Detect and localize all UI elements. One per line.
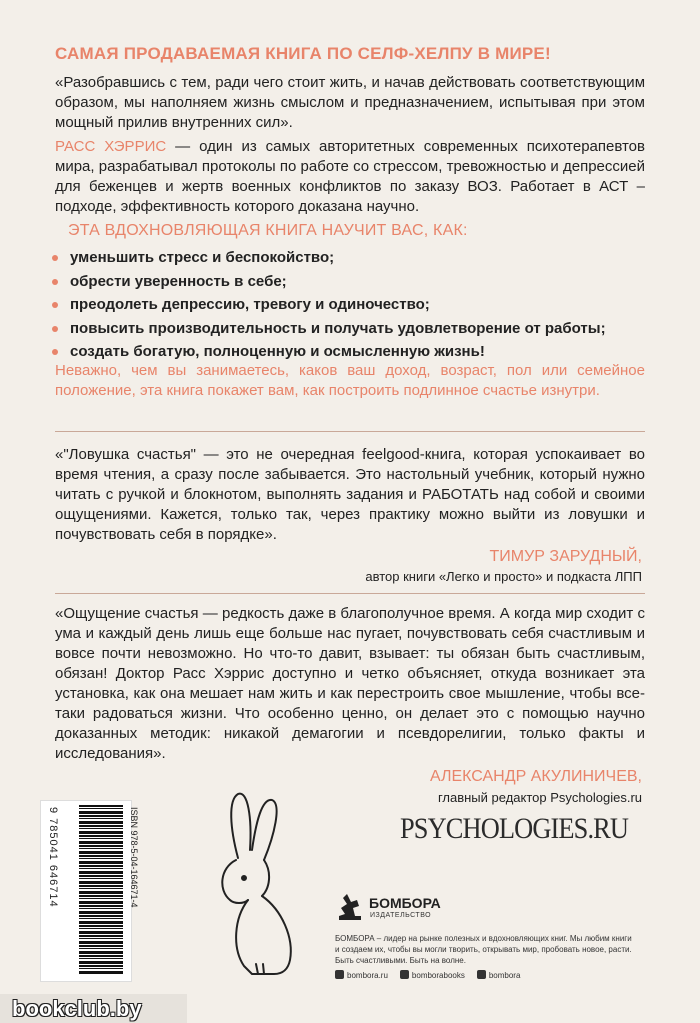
review-2-text: «Ощущение счастья — редкость даже в благополучное время. А когда мир сходит с ума и каждый день лишь еще больше нас пугает, почувствовать себя счастливым и вовсе почти невозможно. Но что-то давит, взывает: ты обязан быть счастливым, обязан! Доктор Расс Хэррис доступно и четко объясняет, откуда возникает эта установка, как она мешает нам жить и как перестроить свое мышление, чтобы все-таки радоваться жизни. Что особенно ценно, он делает это с помощью научно доказанных методик: никакой демагогии и псевдорелигии, только факты и исследования».: [55, 605, 645, 762]
list-item: [52, 272, 652, 296]
isbn-number: ISBN 978-5-04-164671-4: [129, 807, 139, 908]
bullet-icon: [52, 326, 58, 332]
highlight-text: Неважно, чем вы занимаетесь, каков ваш доход, возраст, пол или семейное положение, эта книга покажет вам, как построить подлинное счастье изнутри.: [55, 362, 645, 399]
list-item-text: повысить производительность и получать удовлетворение от работы;: [70, 319, 606, 337]
review-1-text: «"Ловушка счастья" — это не очередная feelgood-книга, которая успокаивает во время чтения, а сразу после забывается. Это настольный учебник, который нужно читать с ручкой и блокнотом, выполнять задания и РАБОТАТЬ над собой и своими ощущениями. Кажется, только так, через практику можно выйти из ловушки и почувствовать себя в порядке».: [55, 446, 645, 543]
social-label: bombora.ru: [347, 971, 388, 980]
social-label: bombora: [488, 971, 521, 980]
watermark: bookclub.by: [0, 994, 187, 1023]
bullet-icon: [52, 349, 58, 355]
list-item-text: уменьшить стресс и беспокойство;: [70, 249, 335, 266]
subheading: ЭТА ВДОХНОВЛЯЮЩАЯ КНИГА НАУЧИТ ВАС, КАК:: [68, 222, 468, 239]
review-2-name: АЛЕКСАНДР АКУЛИНИЧЕВ,: [429, 768, 642, 785]
social-link-other[interactable]: [477, 970, 521, 980]
bullet-icon: [52, 302, 58, 308]
social-link-vk[interactable]: [400, 970, 465, 980]
publisher-description: БОМБОРА – лидер на рынке полезных и вдохновляющих книг. Мы любим книги и создаем их, чтобы вы могли творить, открывать мир, пробовать новое, расти. Быть счастливыми. Быть на волне.: [335, 934, 632, 965]
social-link-site[interactable]: [335, 970, 388, 980]
publisher-name: БОМБОРА: [369, 895, 441, 911]
bombora-logo-icon: [335, 890, 365, 924]
review-1-role: автор книги «Легко и просто» и подкаста ЛПП: [365, 569, 642, 584]
list-item-text: создать богатую, полноценную и осмысленную жизнь!: [70, 343, 485, 360]
divider: [55, 593, 645, 594]
list-item-text: преодолеть депрессию, тревогу и одиночество;: [70, 296, 430, 313]
author-bio: — один из самых авторитетных современных психотерапевтов мира, разрабатывал протоколы по работе со стрессом, тревожностью и депрессией для беженцев и жертв военных конфликтов по заказу ВОЗ. Работает в АСТ – подходе, эффективность которого доказана научно.: [55, 138, 645, 215]
divider: [55, 431, 645, 432]
social-links: [335, 970, 520, 980]
list-item: [52, 319, 652, 343]
globe-icon: [335, 970, 344, 979]
list-item: [52, 295, 652, 319]
social-icon: [477, 970, 486, 979]
heading: САМАЯ ПРОДАВАЕМАЯ КНИГА ПО СЕЛФ-ХЕЛПУ В МИРЕ!: [55, 44, 551, 63]
publisher-subtitle: ИЗДАТЕЛЬСТВО: [370, 912, 432, 919]
list-item-text: обрести уверенность в себе;: [70, 272, 287, 290]
intro-quote: «Разобравшись с тем, ради чего стоит жить, и начав действовать соответствующим образом, мы наполняем жизнь смыслом и предназначением, испытывая при этом мощный прилив внутренних сил».: [55, 74, 645, 131]
bullet-icon: [52, 279, 58, 285]
barcode-icon: [79, 805, 123, 975]
social-label: bomborabooks: [411, 971, 465, 980]
list-item: [52, 248, 652, 272]
review-1-name: ТИМУР ЗАРУДНЫЙ,: [489, 548, 642, 565]
psychologies-logo: PSYCHOLOGIES.RU: [400, 812, 629, 845]
barcode: [40, 800, 139, 982]
benefit-list: [52, 248, 652, 366]
bullet-icon: [52, 255, 58, 261]
review-2-role: главный редактор Psychologies.ru: [437, 790, 642, 805]
ean-number: 9 785041 646714: [47, 807, 59, 908]
rabbit-illustration-icon: [200, 788, 320, 983]
vk-icon: [400, 970, 409, 979]
author-name: РАСС ХЭРРИС: [55, 138, 167, 155]
author-bio-block: [55, 137, 645, 217]
